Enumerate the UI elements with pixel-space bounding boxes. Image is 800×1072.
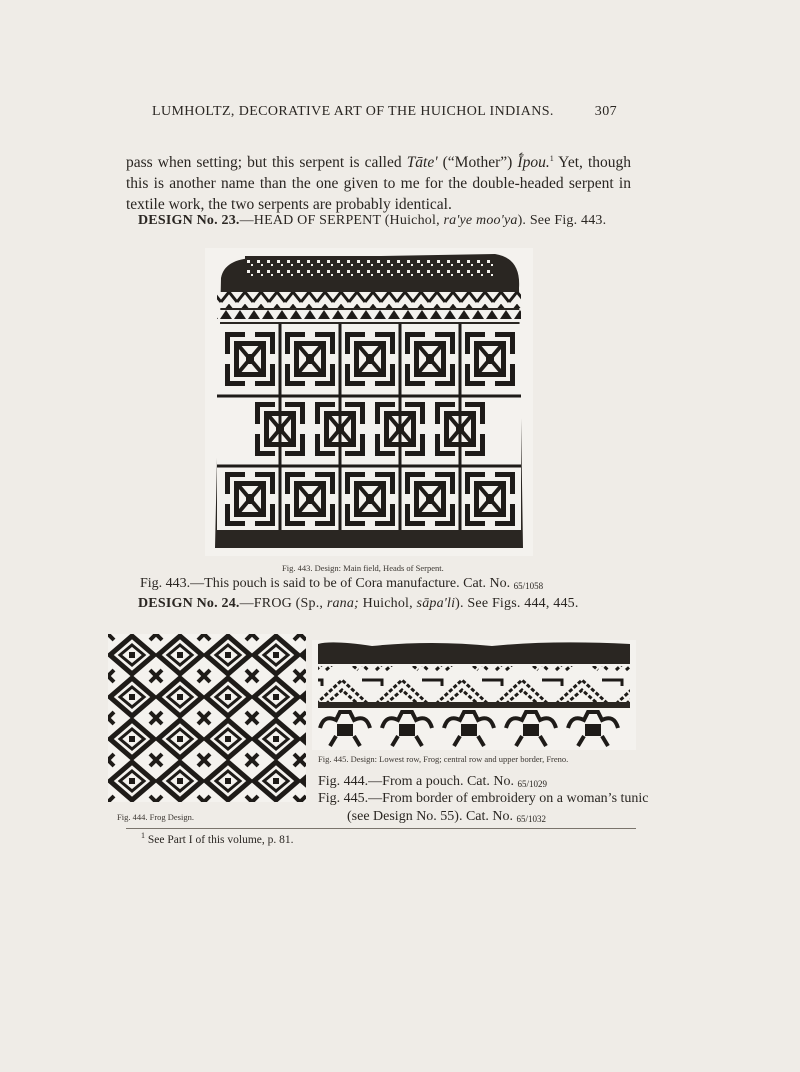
design-title: —FROG (239, 596, 292, 611)
italic-name: Tāte' (406, 154, 438, 172)
text-run: ). See Fig. 443. (517, 213, 607, 228)
embroidery-border-image (312, 640, 636, 750)
page-number: 307 (594, 104, 617, 119)
text-run: (“Mother”) (437, 154, 518, 172)
fig-444-caption (318, 774, 547, 790)
design-label: DESIGN No. 23. (138, 213, 240, 228)
catalog-number: 65/1029 (517, 779, 548, 789)
caption-text: (see Design No. 55). Cat. No. (347, 809, 517, 824)
running-title: LUMHOLTZ, DECORATIVE ART OF THE HUICHOL INDIANS. (152, 104, 554, 119)
text-run: pass when setting; but this serpent is called (126, 154, 407, 172)
pouch-pattern-image (205, 248, 533, 556)
fig-443-small-caption: Fig. 443. Design: Main field, Heads of Serpent. (282, 563, 444, 573)
italic-name: Ī́pou. (517, 154, 550, 172)
figure-445 (312, 640, 636, 750)
caption-text: Fig. 443.—This pouch is said to be of Cora manufacture. Cat. No. (140, 576, 514, 591)
fig-443-caption (140, 576, 543, 592)
text-run: Huichol, (358, 596, 417, 611)
spanish-name: rana; (326, 596, 359, 611)
frog-design-image (108, 634, 306, 802)
text-run: Yet, though this is another name than the one given to me for the double-headed serpent in textile work, the two serpents are probably identical. (126, 154, 632, 214)
text-run: (Sp., (291, 596, 327, 611)
design-label: DESIGN No. 24. (138, 596, 240, 611)
fig-445-small-caption: Fig. 445. Design: Lowest row, Frog; central row and upper border, Freno. (318, 754, 569, 764)
native-name: ra'ye moo'ya (443, 213, 518, 228)
figure-443 (205, 248, 533, 556)
figure-444 (108, 634, 306, 802)
running-header (152, 104, 617, 120)
footnote-rule (126, 828, 636, 829)
text-run: (Huichol, (381, 213, 444, 228)
native-name: sāpa'li (416, 596, 456, 611)
text-run: ). See Figs. 444, 445. (455, 596, 579, 611)
footnote-mark: 1 (141, 831, 145, 840)
caption-text: Fig. 444.—From a pouch. Cat. No. (318, 774, 518, 789)
fig-445-caption: Fig. 445.—From border of embroidery on a woman’s tunic (318, 791, 649, 806)
fig-444-small-caption: Fig. 444. Frog Design. (117, 812, 194, 822)
catalog-number: 65/1032 (516, 814, 547, 824)
design-24-heading (138, 596, 579, 612)
footnote-mark: 1 (549, 154, 554, 163)
frog-motifs (320, 712, 618, 746)
design-title: —HEAD OF SERPENT (239, 213, 381, 228)
paragraph (126, 148, 631, 215)
footnote-text: See Part I of this volume, p. 81. (145, 833, 294, 846)
design-23-heading (138, 213, 606, 229)
fig-445-caption-cont (347, 809, 546, 825)
catalog-number: 65/1058 (513, 581, 544, 591)
footnote (141, 831, 294, 846)
